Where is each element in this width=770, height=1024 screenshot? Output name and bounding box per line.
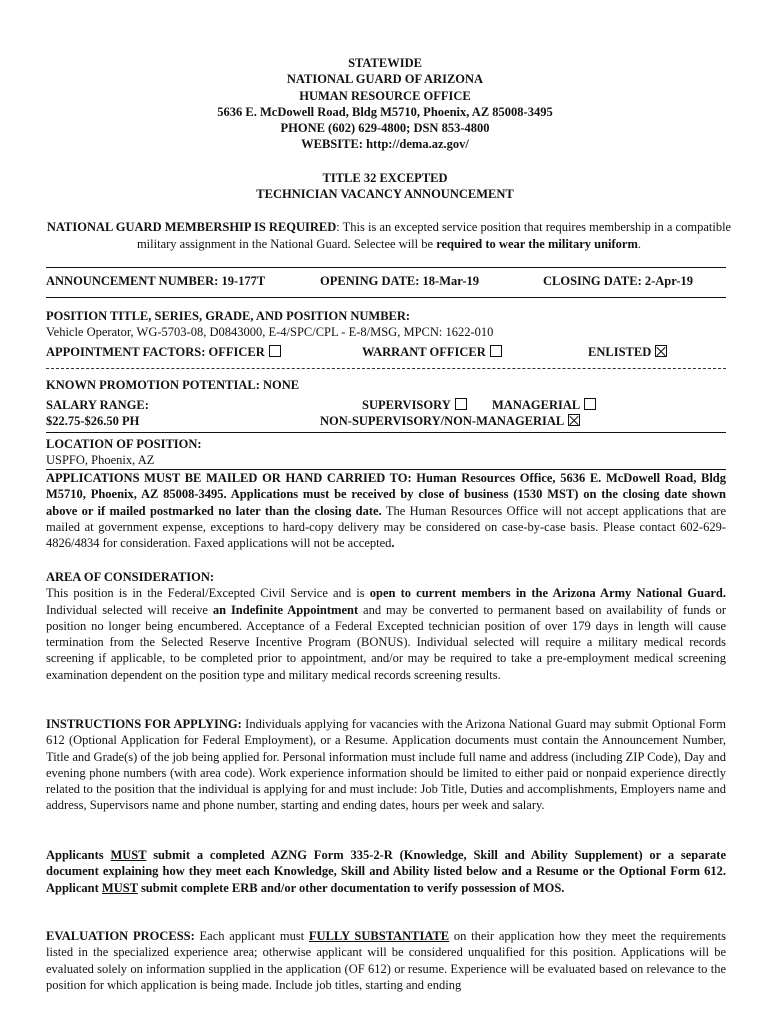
area-of-consideration [46, 569, 726, 683]
membership-text: : This is an excepted service position that requires membership in a compatible military assignment in the National Guard. Selectee will be [136, 220, 732, 251]
announcement-number: ANNOUNCEMENT NUMBER: 19-177T [46, 274, 266, 288]
applicants-text-3: submit complete ERB and/or other documentation to verify possession of MOS. [137, 880, 565, 895]
area-text-1: This position is in the Federal/Excepted Civil Service and is [46, 586, 370, 601]
salary-label: SALARY RANGE: [46, 398, 149, 412]
membership-label: NATIONAL GUARD MEMBERSHIP IS REQUIRED [46, 220, 337, 234]
area-bold-2: an Indefinite Appointment [212, 602, 359, 617]
title-line: TECHNICIAN VACANCY ANNOUNCEMENT [256, 187, 514, 202]
applicants-text-1: Applicants [46, 848, 111, 862]
divider [46, 432, 726, 433]
membership-notice [46, 219, 732, 252]
applications-end: . [391, 536, 395, 551]
announcement-row [46, 273, 726, 289]
officer-checkbox[interactable] [269, 345, 281, 357]
header-line: STATEWIDE [348, 56, 422, 70]
applicants-paragraph [46, 847, 726, 896]
enlisted-label: ENLISTED [588, 345, 652, 359]
warrant-officer-checkbox[interactable] [490, 345, 502, 357]
location-label: LOCATION OF POSITION: [46, 437, 202, 451]
area-label: AREA OF CONSIDERATION: [46, 570, 215, 584]
position-label: POSITION TITLE, SERIES, GRADE, AND POSITION NUMBER: [46, 309, 411, 323]
warrant-officer-group [362, 344, 502, 360]
appointment-factors-row [46, 344, 726, 360]
applications-bold: APPLICATIONS MUST BE MAILED OR HAND CARRIED TO: Human Resources Office, 5636 E. McDowell Road, Bldg M5710, Phoenix, AZ 85008-3495. Applications must be received by close of business (1530 MST) on the closing date shown above or if mailed postmarked no later than the closing date. [46, 471, 726, 518]
applications-text: The Human Resources Office will not accept applications that are mailed at government expense, exceptions to hard-copy delivery may be considered on case-by-case basis. Please contact 602-629-4826/4834 for consideration. Faxed applications will not be accepted [46, 503, 726, 551]
header-line: HUMAN RESOURCE OFFICE [299, 88, 471, 103]
enlisted-checkbox[interactable] [655, 345, 667, 357]
evaluation-underline: FULLY SUBSTANTIATE [308, 929, 450, 943]
managerial-checkbox[interactable] [584, 398, 596, 410]
header-phone: PHONE (602) 629-4800; DSN 853-4800 [280, 121, 490, 136]
agency-header [0, 55, 770, 153]
supervisory-checkbox[interactable] [455, 398, 467, 410]
dashed-divider [46, 368, 726, 369]
applicants-must-2: MUST [101, 880, 138, 895]
managerial-group [492, 397, 596, 413]
location-value: USPFO, Phoenix, AZ [46, 453, 155, 467]
nonsupervisory-group [320, 413, 580, 429]
area-text-2: Individual selected will receive [46, 602, 213, 617]
nonsupervisory-label: NON-SUPERVISORY/NON-MANAGERIAL [320, 414, 565, 428]
document-title [0, 170, 770, 203]
promotion-potential: KNOWN PROMOTION POTENTIAL: NONE [46, 378, 300, 392]
applicants-text-2: submit a completed AZNG Form 335-2-R (Knowledge, Skill and Ability Supplement) or a separate document explaining how they meet each Knowledge, Skill and Ability listed below and a Resume or the Optional Form 612. Applicant [46, 848, 727, 895]
area-bold-1: open to current members in the Arizona Army National Guard. [369, 586, 726, 601]
membership-end: . [637, 236, 642, 251]
appointment-factors-label: APPOINTMENT FACTORS: OFFICER [46, 345, 265, 359]
divider [46, 297, 726, 298]
applications-paragraph [46, 470, 726, 551]
membership-uniform: required to wear the military uniform [436, 236, 638, 251]
salary-block [46, 397, 726, 431]
instructions-text: Individuals applying for vacancies with the Arizona National Guard may submit Optional Form 612 (Optional Application for Federal Employment), or a Resume. Application documents must contain the Announcement Number, Title and Grade(s) of the job being applied for. Personal information must include full name and address (including ZIP Code), Day and evening phone numbers (with area code). Work experience information should be limited to either paid or nonpaid experience directly related to the position that the individual is applying for and must include: Job Title, Duties and accomplishments, Employers name and address, Supervisors name and phone number, starting and ending dates, hours per week and salary. [46, 717, 727, 813]
instructions-paragraph [46, 716, 726, 814]
area-text-3: and may be converted to permanent based on availability of funds or position no longer being encumbered. Acceptance of a Federal Excepted technician position of over 179 days in length will cause termination from the Selected Reserve Incentive Program (BONUS). Individual selected will require a military medical records screening if applicable, to be completed prior to appointment, and/or may be required to take a pre-employment medical screening examination dependent on the position type and military medical records screening results. [46, 602, 727, 682]
evaluation-label: EVALUATION PROCESS: [46, 929, 195, 943]
managerial-label: MANAGERIAL [492, 398, 581, 412]
header-line: NATIONAL GUARD OF ARIZONA [286, 72, 484, 87]
header-address: 5636 E. McDowell Road, Bldg M5710, Phoenix, AZ 85008-3495 [217, 104, 553, 119]
evaluation-text-2: on their application how they meet the requirements listed in the specialized experience area; otherwise applicant will be considered unqualified for this position. Applications will be evaluated solely on information supplied in the application (OF 612) or resume. Experience will be evaluated based on relevance to the position for which application is being made. Include job titles, starting and ending [46, 929, 727, 992]
position-value: Vehicle Operator, WG-5703-08, D0843000, E-4/SPC/CPL - E-8/MSG, MPCN: 1622-010 [46, 325, 494, 339]
closing-date: CLOSING DATE: 2-Apr-19 [543, 274, 694, 288]
instructions-label: INSTRUCTIONS FOR APPLYING: [46, 717, 242, 731]
supervisory-group [362, 397, 467, 413]
nonsupervisory-checkbox[interactable] [568, 414, 580, 426]
opening-date: OPENING DATE: 18-Mar-19 [320, 274, 480, 288]
title-line: TITLE 32 EXCEPTED [322, 171, 448, 185]
evaluation-paragraph [46, 928, 726, 993]
warrant-officer-label: WARRANT OFFICER [362, 345, 486, 359]
header-website: WEBSITE: http://dema.az.gov/ [301, 137, 469, 152]
supervisory-label: SUPERVISORY [362, 398, 451, 412]
enlisted-group [588, 344, 667, 360]
evaluation-text-1: Each applicant must [194, 929, 309, 943]
salary-value: $22.75-$26.50 PH [46, 414, 140, 428]
applicants-must-1: MUST [110, 848, 147, 862]
divider [46, 267, 726, 268]
